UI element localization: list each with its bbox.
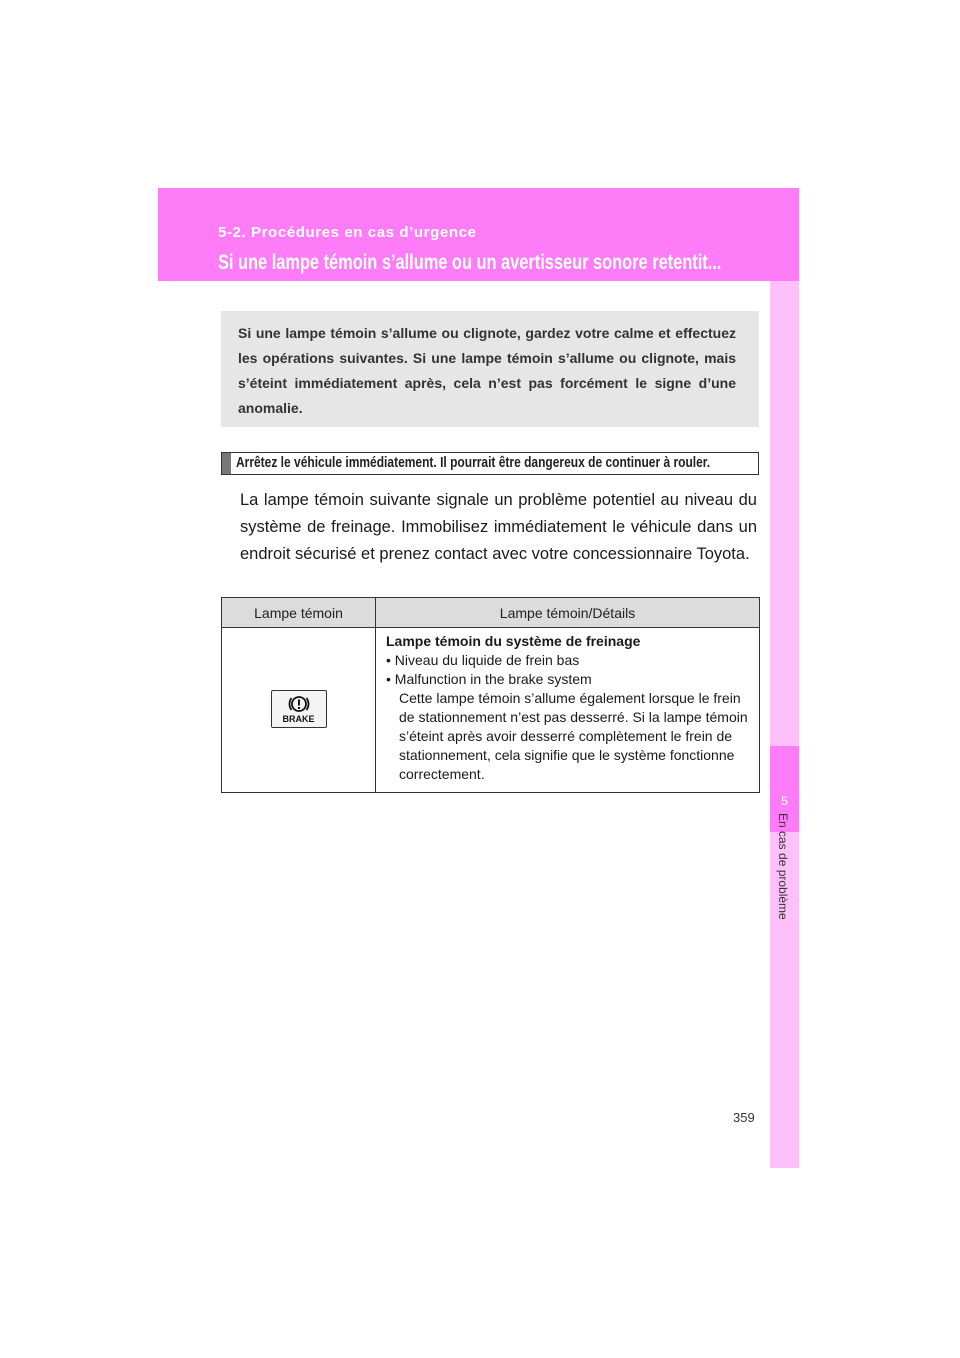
chapter-title: En cas de problème: [776, 813, 790, 920]
table-row: [222, 628, 760, 793]
chapter-header: [158, 188, 799, 281]
brake-icon-label: BRAKE: [282, 713, 315, 724]
column-header-details: Lampe témoin/Détails: [376, 598, 760, 628]
page-title: Si une lampe témoin s’allume ou un avertisseur sonore retentit...: [218, 251, 722, 274]
details-cell: [376, 628, 760, 793]
chapter-number: 5: [781, 794, 788, 808]
warning-heading-bar: [221, 452, 759, 475]
section-label: 5-2. Procédures en cas d’urgence: [218, 224, 477, 241]
warning-heading: Arrêtez le véhicule immédiatement. Il pourrait être dangereux de continuer à rouler.: [236, 454, 711, 471]
brake-circle-glyph: [288, 693, 310, 715]
details-title: Lampe témoin du système de freinage: [386, 633, 641, 649]
brake-warning-icon: [271, 690, 327, 728]
table-header-row: [222, 598, 760, 628]
heading-accent: [222, 453, 231, 474]
column-header-light: Lampe témoin: [222, 598, 376, 628]
intro-box: [221, 311, 759, 427]
intro-text: Si une lampe témoin s’allume ou clignote, gardez votre calme et effectuez les opérations suivantes. Si une lampe témoin s’allume ou clignote, mais s’éteint immédiatement après, cela n’est pas forcément le signe d’une anomalie.: [238, 325, 736, 416]
body-paragraph: La lampe témoin suivante signale un problème potentiel au niveau du système de freinage. Immobilisez immédiatement le véhicule dans un endroit sécurisé et prenez contact avec votre concessionnaire Toyota.: [240, 491, 757, 563]
page-number: 359: [733, 1110, 755, 1125]
chapter-side-tab: [770, 281, 799, 1168]
details-note: Cette lampe témoin s’allume également lorsque le frein de stationnement n’est pas desserré. Si la lampe témoin s’éteint après avoir desserré complètement le frein de stationnement, cela signifie que le système fonctionne correctement.: [399, 690, 748, 782]
warning-light-table: [221, 597, 760, 793]
icon-cell: [222, 628, 376, 793]
details-bullet-1: • Niveau du liquide de frein bas: [386, 652, 580, 668]
details-bullet-2: • Malfunction in the brake system: [386, 671, 592, 687]
